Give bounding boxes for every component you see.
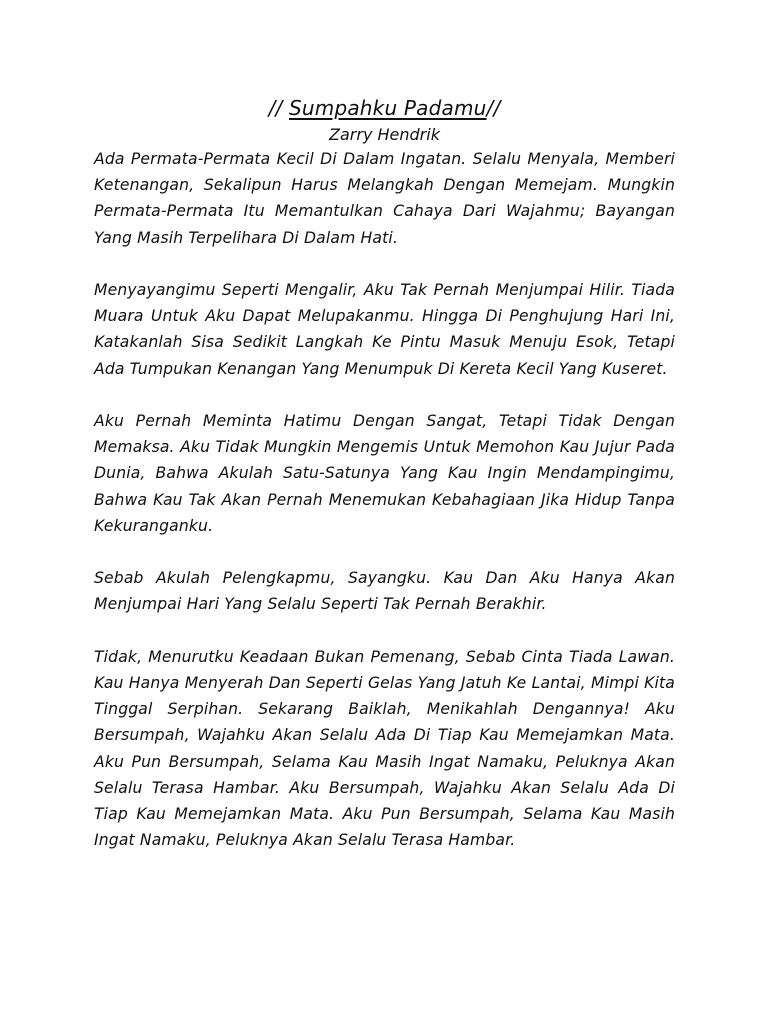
title-suffix: // (486, 96, 501, 120)
document-title: Sumpahku Padamu (289, 96, 487, 120)
paragraph-5: Tidak, Menurutku Keadaan Bukan Pemenang, Sebab Cinta Tiada Lawan. Kau Hanya Menyerah Dan Seperti Gelas Yang Jatuh Ke Lantai, Mimpi Kita Tinggal Serpihan. Sekarang Baiklah, Menikahlah Dengannya! Aku Bersumpah, Wajahku Akan Selalu Ada Di Tiap Kau Memejamkan Mata. Aku Pun Bersumpah, Selama Kau Masih Ingat Namaku, Peluknya Akan Selalu Terasa Hambar. Aku Bersumpah, Wajahku Akan Selalu Ada Di Tiap Kau Memejamkan Mata. Aku Pun Bersumpah, Selama Kau Masih Ingat Namaku, Peluknya Akan Selalu Terasa Hambar. (94, 647, 675, 850)
paragraph-1: Ada Permata-Permata Kecil Di Dalam Ingatan. Selalu Menyala, Memberi Ketenangan, Sekalipun Harus Melangkah Dengan Memejam. Mungkin Permata-Permata Itu Memantulkan Cahaya Dari Wajahmu; Bayangan Yang Masih Terpelihara Di Dalam Hati. (94, 150, 675, 247)
title-prefix: // (268, 96, 289, 120)
author-name: Zarry Hendrik (329, 125, 440, 144)
title-row (94, 96, 675, 120)
paragraph-4: Sebab Akulah Pelengkapmu, Sayangku. Kau Dan Aku Hanya Akan Menjumpai Hari Yang Selalu Seperti Tak Pernah Berakhir. (94, 569, 675, 614)
document-page (94, 96, 675, 853)
paragraph-3: Aku Pernah Meminta Hatimu Dengan Sangat, Tetapi Tidak Dengan Memaksa. Aku Tidak Mungkin Mengemis Untuk Memohon Kau Jujur Pada Dunia, Bahwa Akulah Satu-Satunya Yang Kau Ingin Mendampingimu, Bahwa Kau Tak Akan Pernah Menemukan Kebahagiaan Jika Hidup Tanpa Kekuranganku. (94, 412, 675, 535)
paragraph-2: Menyayangimu Seperti Mengalir, Aku Tak Pernah Menjumpai Hilir. Tiada Muara Untuk Aku Dapat Melupakanmu. Hingga Di Penghujung Hari Ini, Katakanlah Sisa Sedikit Langkah Ke Pintu Masuk Menuju Esok, Tetapi Ada Tumpukan Kenangan Yang Menumpuk Di Kereta Kecil Yang Kuseret. (94, 281, 675, 378)
